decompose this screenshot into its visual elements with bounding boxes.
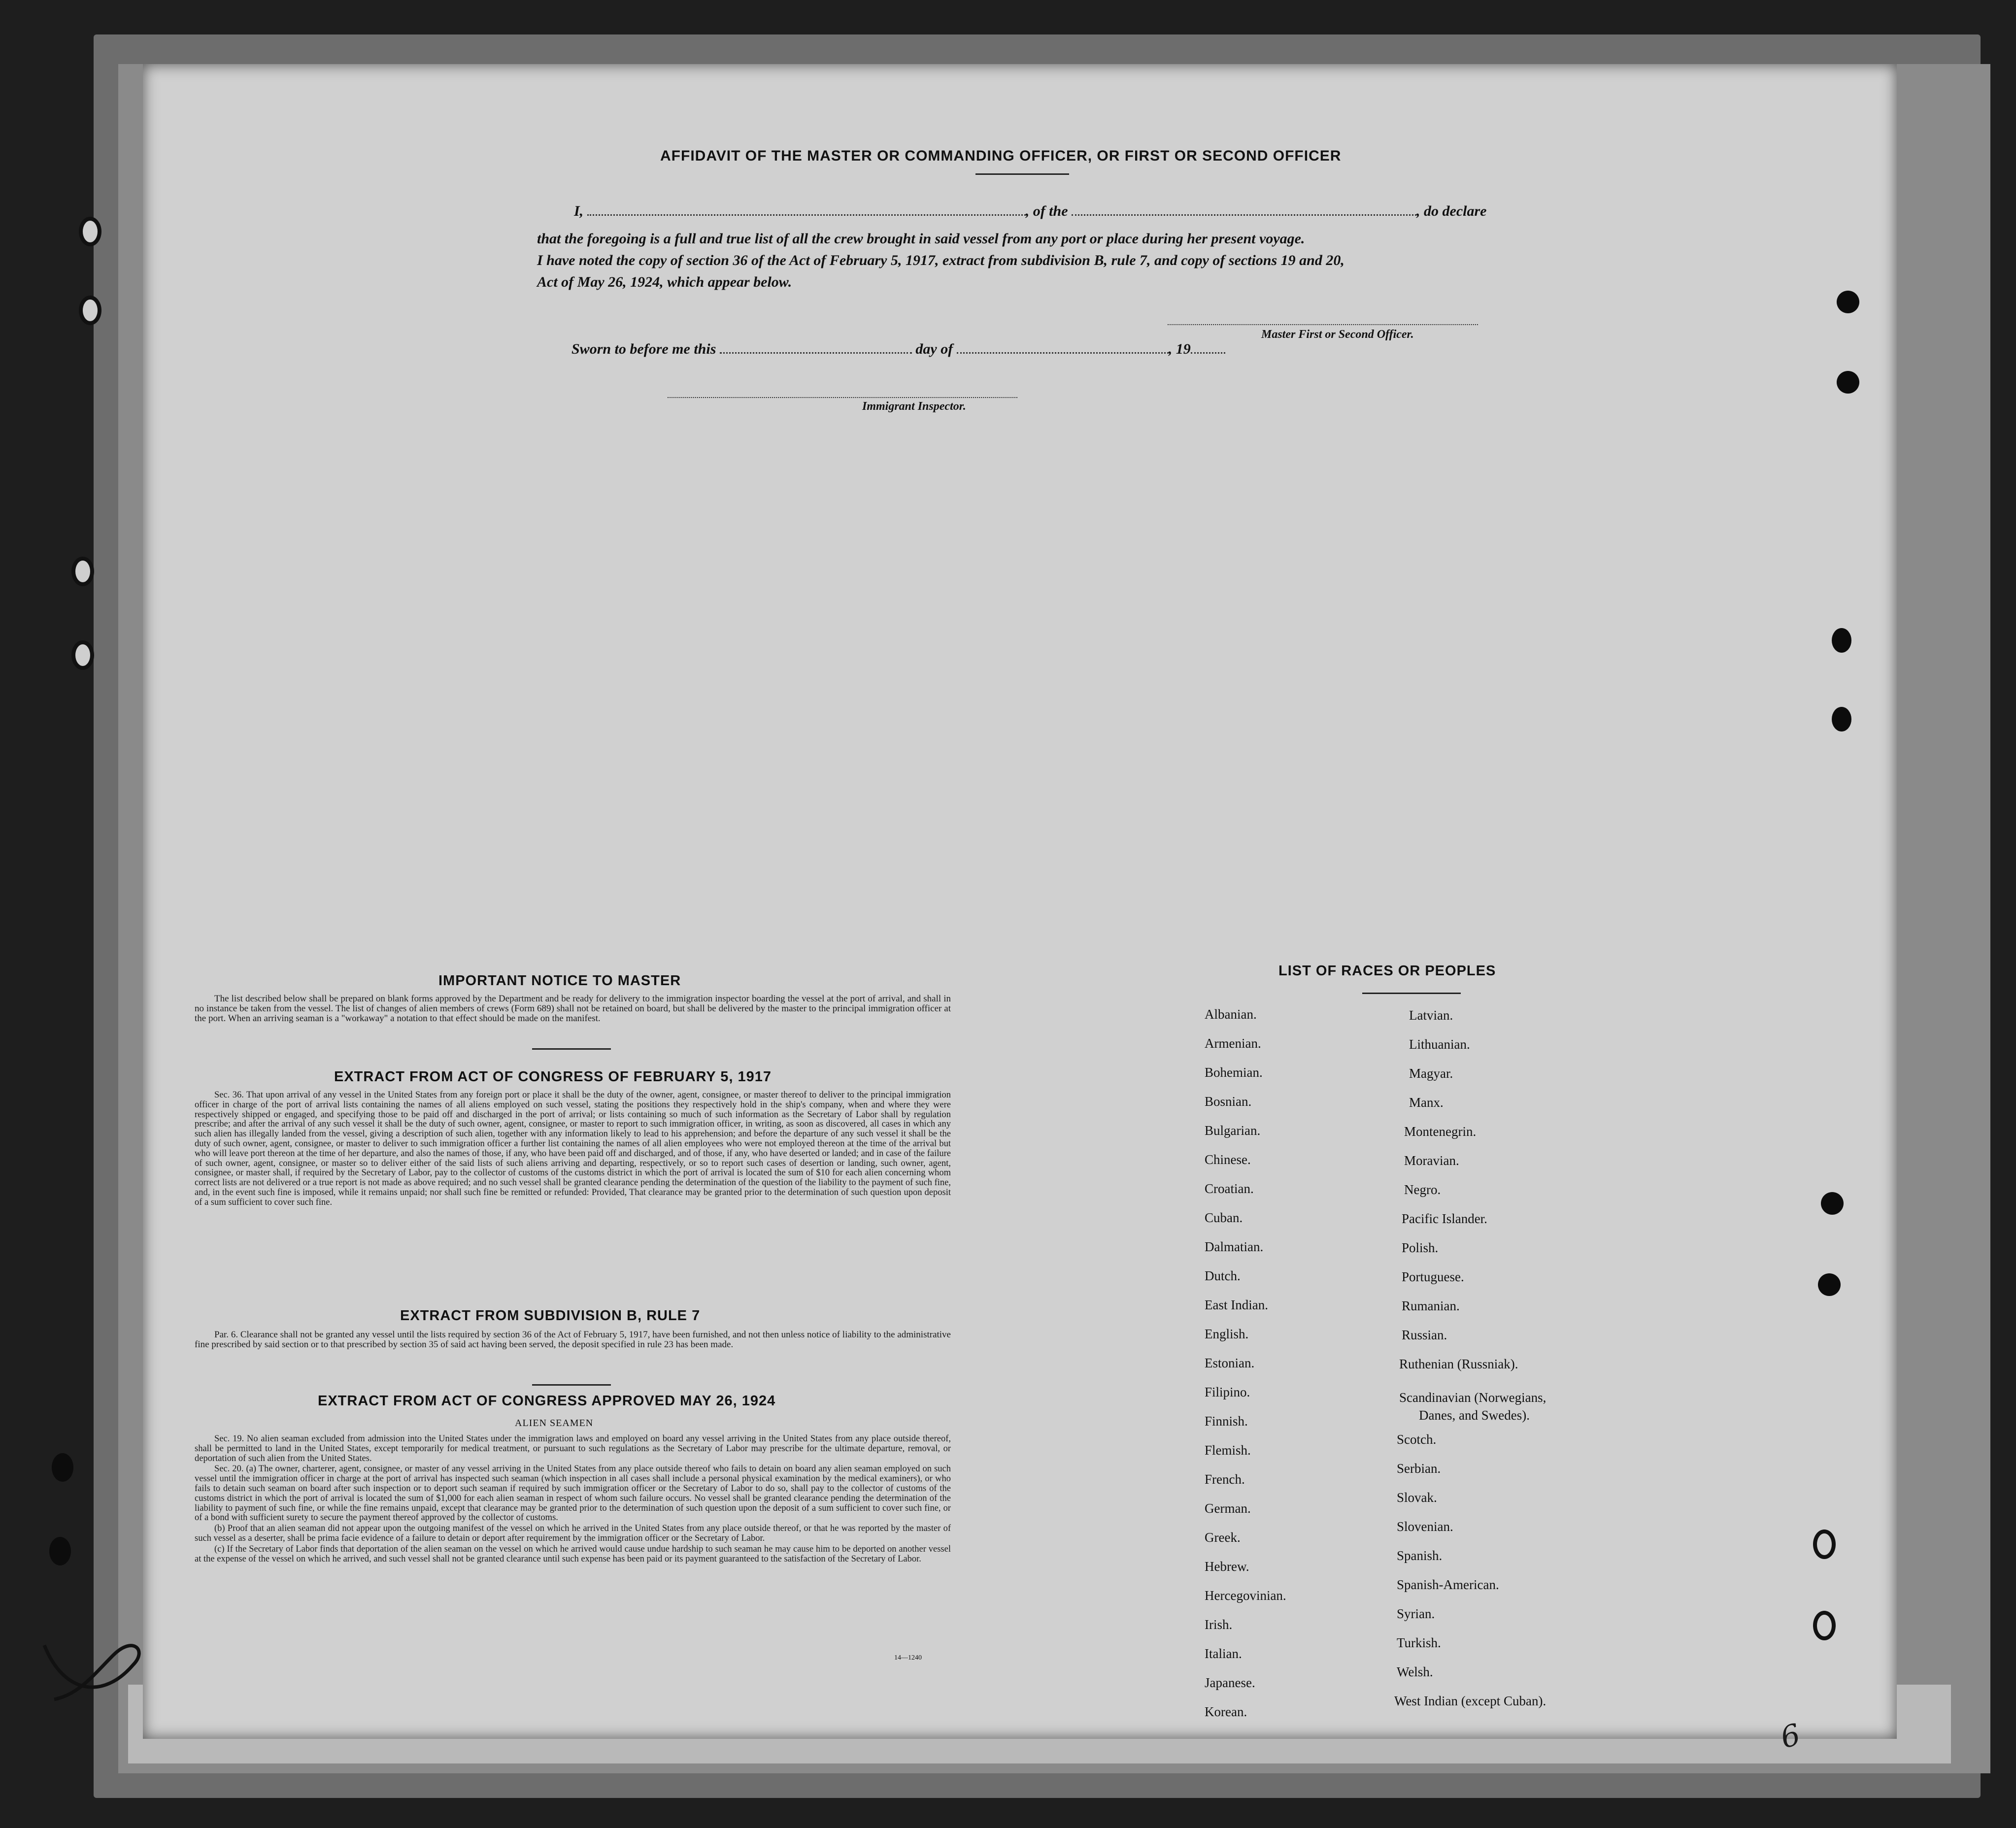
binder-hole-icon xyxy=(49,1537,71,1565)
race-item: Russian. xyxy=(1402,1328,1447,1342)
race-item: Albanian. xyxy=(1205,1007,1257,1022)
races-title: LIST OF RACES OR PEOPLES xyxy=(1278,963,1496,979)
race-item: Manx. xyxy=(1409,1095,1444,1110)
alien-seamen-subtitle: ALIEN SEAMEN xyxy=(515,1418,594,1429)
race-item: Finnish. xyxy=(1205,1414,1248,1429)
race-item: Flemish. xyxy=(1205,1443,1251,1458)
race-item: Italian. xyxy=(1205,1646,1242,1661)
form-number: 14—1240 xyxy=(894,1654,922,1662)
binder-hole-icon xyxy=(1821,1192,1844,1215)
binder-hole-icon xyxy=(1813,1611,1836,1640)
race-item: West Indian (except Cuban). xyxy=(1394,1694,1546,1708)
binder-hole-icon xyxy=(1818,1273,1841,1296)
race-item: Negro. xyxy=(1404,1182,1441,1197)
race-item: Montenegrin. xyxy=(1404,1124,1477,1139)
title-rule xyxy=(975,173,1069,175)
binder-hole-icon xyxy=(1832,707,1851,731)
race-item: Portuguese. xyxy=(1402,1269,1464,1284)
race-item: Japanese. xyxy=(1205,1675,1255,1690)
affidavit-line-3: I have noted the copy of section 36 of the Act of February 5, 1917, extract from subdivision B, rule 7, and copy of sections 19 and 20, xyxy=(537,252,1344,268)
race-item: Bosnian. xyxy=(1205,1094,1252,1109)
race-item: Cuban. xyxy=(1205,1210,1243,1225)
affidavit-line-1: I, , of the , do declare xyxy=(574,203,1487,219)
binder-hole-icon xyxy=(1837,371,1859,394)
rule7-rule xyxy=(532,1384,611,1386)
race-item: Estonian. xyxy=(1205,1356,1255,1370)
race-item: French. xyxy=(1205,1472,1245,1487)
extract-1917-title: EXTRACT FROM ACT OF CONGRESS OF FEBRUARY 5, 1917 xyxy=(334,1069,772,1085)
affidavit-line-2: that the foregoing is a full and true list of all the crew brought in said vessel from any port or place during her present voyage. xyxy=(537,231,1305,247)
race-item: Scotch. xyxy=(1397,1432,1437,1447)
extract-1924-title: EXTRACT FROM ACT OF CONGRESS APPROVED MAY 26, 1924 xyxy=(318,1393,776,1409)
binder-hole-icon xyxy=(1813,1529,1836,1559)
races-rule xyxy=(1362,993,1461,994)
race-item: Pacific Islander. xyxy=(1402,1211,1487,1226)
races-column-2 xyxy=(1394,1001,1546,1716)
race-item: Korean. xyxy=(1205,1704,1247,1719)
race-item: East Indian. xyxy=(1205,1297,1268,1312)
binder-hole-icon xyxy=(52,1453,73,1482)
race-item: Slovak. xyxy=(1397,1490,1437,1505)
race-item: Syrian. xyxy=(1397,1606,1435,1621)
race-item: English. xyxy=(1205,1327,1249,1341)
race-item: Turkish. xyxy=(1397,1635,1441,1650)
race-item: Lithuanian. xyxy=(1409,1037,1470,1052)
extract-1924-text: Sec. 19. No alien seaman excluded from admission into the United States under the immigration laws and employed on board any vessel arriving in the United States from any place outside thereof, shall be permitted to land in the United States, except temporarily for medical treatment, or pursuant to such regulations as the Secretary of Labor may prescribe for the ultimate departure, removal, or deportation of such alien from the United States. Sec. 20. (a) The owner, charterer, agent, consignee, or master of any vessel arriving in the United States from any place outside thereof who fails to detain on board any alien seaman employed on such vessel until the immigration officer in charge at the port of arrival has inspected such seaman (which inspection in all cases shall include a personal physical examination by the medical examiners), or who fails to detain such seaman on board after such inspection or to deport such seaman if required by such immigration officer or the Secretary of Labor to do so, shall pay to the collector of customs of the customs district in which the port of arrival is located the sum of $1,000 for each alien seaman in respect of whom such failure occurs. No vessel shall be granted clearance pending the determination of the liability to payment of such fine, or while the fine remains unpaid, except that clearance may be granted prior to the determination of such question upon the deposit of a sum sufficient to cover such fine, or of a bond with sufficient surety to secure the payment thereof approved by the collector of customs. (b) Proof that an alien seaman did not appear upon the outgoing manifest of the vessel on which he arrived in the United States from any place outside thereof, or that he was reported by the master of such vessel as a deserter, shall be prima facie evidence of a failure to detain or deport after requirement by the immigration officer or the Secretary of Labor. (c) If the Secretary of Labor finds that deportation of the alien seaman on the vessel on which he arrived would cause undue hardship to such seaman he may cause him to be deported on another vessel at the expense of the vessel on which he arrived, and such vessel shall not be granted clearance until such expense has been paid or its payment guaranteed to the satisfaction of the Secretary of Labor. xyxy=(195,1434,951,1564)
race-item: Greek. xyxy=(1205,1530,1241,1545)
race-item: Dutch. xyxy=(1205,1268,1241,1283)
race-item: Bohemian. xyxy=(1205,1065,1263,1080)
binder-hole-icon xyxy=(71,557,94,586)
extract-rule7-text: Par. 6. Clearance shall not be granted any vessel until the lists required by section 36 of the Act of February 5, 1917, have been furnished, and not then unless notice of liability to the administrative fine prescribed by said section or to that prescribed by section 35 of said act having been served, the deposit specified in rule 23 has been made. xyxy=(195,1329,951,1350)
affidavit-line-4: Act of May 26, 1924, which appear below. xyxy=(537,274,792,290)
sworn-line: Sworn to before me this day of , 19 xyxy=(571,341,1225,358)
extract-rule7-title: EXTRACT FROM SUBDIVISION B, RULE 7 xyxy=(400,1308,701,1324)
race-item: Serbian. xyxy=(1397,1461,1441,1476)
race-item: Armenian. xyxy=(1205,1036,1261,1051)
race-item: Spanish. xyxy=(1397,1548,1443,1563)
race-item: Moravian. xyxy=(1404,1153,1459,1168)
race-item: Hebrew. xyxy=(1205,1559,1249,1574)
race-item: Spanish-American. xyxy=(1397,1577,1499,1592)
binder-hole-icon xyxy=(1832,628,1851,653)
binder-hole-icon xyxy=(71,640,94,670)
race-item: Ruthenian (Russniak). xyxy=(1399,1357,1518,1371)
binder-hole-icon xyxy=(79,217,101,246)
race-item: Magyar. xyxy=(1409,1066,1453,1081)
race-item: German. xyxy=(1205,1501,1251,1516)
race-item: Polish. xyxy=(1402,1240,1439,1255)
race-item: Rumanian. xyxy=(1402,1298,1460,1313)
race-item: Dalmatian. xyxy=(1205,1239,1264,1254)
race-item: Latvian. xyxy=(1409,1008,1453,1023)
race-item: Bulgarian. xyxy=(1205,1123,1261,1138)
race-item: Danes, and Swedes). xyxy=(1419,1408,1530,1423)
race-item: Welsh. xyxy=(1397,1664,1433,1679)
handwritten-scribble-icon xyxy=(34,1626,163,1704)
notice-rule xyxy=(532,1048,611,1050)
inspector-signature-label: Immigrant Inspector. xyxy=(862,400,966,413)
race-item: Irish. xyxy=(1205,1617,1233,1632)
race-item: Croatian. xyxy=(1205,1181,1254,1196)
races-column-1 xyxy=(1205,1000,1286,1727)
race-item: Chinese. xyxy=(1205,1152,1251,1167)
inspector-signature-line xyxy=(668,396,1017,398)
notice-text: The list described below shall be prepared on blank forms approved by the Department and be ready for delivery to the immigration inspector boarding the vessel at the port of arrival, and shall in no instance be taken from the vessel. The list of changes of alien members of crews (Form 689) shall not be retained on board, but shall be delivered by the master to the principal immigration officer at the port. When an arriving seaman is a "workaway" a notation to that effect should be made on the manifest. xyxy=(195,994,951,1024)
race-item: Slovenian. xyxy=(1397,1519,1453,1534)
notice-title: IMPORTANT NOTICE TO MASTER xyxy=(438,973,681,989)
master-signature-label: Master First or Second Officer. xyxy=(1261,328,1414,341)
binder-hole-icon xyxy=(79,296,101,325)
binder-hole-icon xyxy=(1837,291,1859,313)
handwritten-page-number: 6 xyxy=(1777,1717,1804,1756)
race-item: Filipino. xyxy=(1205,1385,1250,1399)
master-signature-line xyxy=(1168,323,1478,325)
race-item: Scandinavian (Norwegians, xyxy=(1399,1390,1546,1405)
affidavit-title: AFFIDAVIT OF THE MASTER OR COMMANDING OFFICER, OR FIRST OR SECOND OFFICER xyxy=(660,148,1342,164)
race-item: Hercegovinian. xyxy=(1205,1588,1286,1603)
extract-1917-text: Sec. 36. That upon arrival of any vessel in the United States from any foreign port or place it shall be the duty of the owner, agent, consignee, or master thereof to deliver to the principal immigration officer in charge of the port of arrival lists containing the names of all aliens employed on such vessel, stating the positions they respectively hold in the ship's company, when and where they were respectively shipped or engaged, and specifying those to be paid off and discharged in the port of arrival; or lists containing so much of such information as the Secretary of Labor shall by regulation prescribe; and after the arrival of any such vessel it shall be the duty of such owner, agent, consignee, or master to report to such immigration officer, in writing, as soon as discovered, all cases in which any such alien has illegally landed from the vessel, giving a description of such alien, together with any information likely to lead to his apprehension; and before the departure of any such vessel it shall be the duty of such owner, agent, consignee, or master to deliver to such immigration officer a further list containing the names of all alien employees who were not employed thereon at the time of the arrival but who will leave port thereon at the time of her departure, and also the names of those, if any, who have been paid off and discharged, and of those, if any, who have deserted or landed; and in case of the failure of such owner, agent, consignee, or master so to deliver either of the said lists of such aliens arriving and departing, respectively, or so to report such cases of desertion or landing, such owner, agent, consignee, or master shall, if required by the Secretary of Labor, pay to the collector of customs of the customs district in which the port of arrival is located the sum of $10 for each alien concerning whom correct lists are not delivered or a true report is not made as above required; and no such vessel shall be granted clearance pending the determination of the question of the liability to the payment of such fine, and, in the event such fine is imposed, while it remains unpaid; nor shall such fine be remitted or refunded: Provided, That clearance may be granted prior to the determination of such question upon deposit of a sum sufficient to cover such fine. xyxy=(195,1090,951,1207)
